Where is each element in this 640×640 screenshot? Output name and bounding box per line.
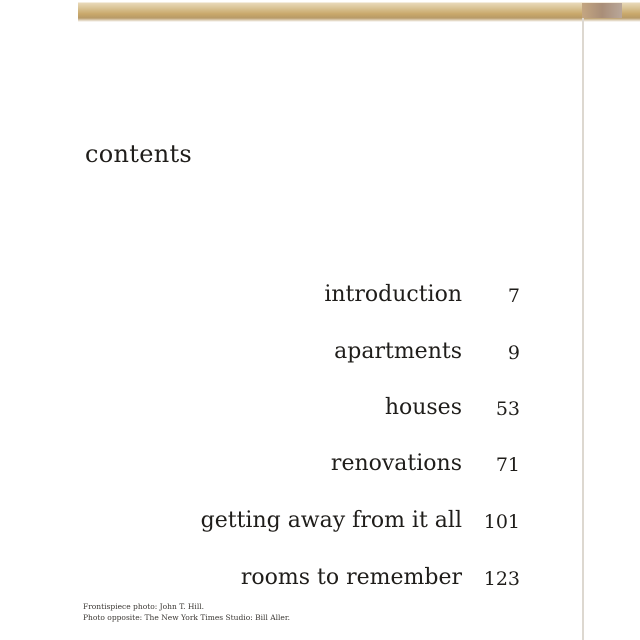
toc-entry-title: rooms to remember bbox=[240, 565, 462, 590]
credit-line: Frontispiece photo: John T. Hill. bbox=[83, 602, 204, 611]
toc-entry bbox=[100, 451, 520, 483]
page-top-edge bbox=[0, 0, 640, 22]
toc-entry-page: 71 bbox=[495, 454, 520, 476]
toc-entry bbox=[100, 565, 520, 597]
toc-entry-page: 123 bbox=[483, 568, 520, 590]
toc-entry-page: 7 bbox=[507, 285, 520, 307]
book-cover-corner bbox=[582, 3, 622, 18]
page-right-edge bbox=[582, 18, 584, 640]
toc-entry-title: apartments bbox=[334, 339, 462, 364]
toc-entry-title: introduction bbox=[324, 282, 462, 307]
contents-heading: contents bbox=[85, 140, 193, 168]
credit-line: Photo opposite: The New York Times Studio: Bill Aller. bbox=[83, 613, 291, 622]
toc-entry bbox=[100, 508, 520, 540]
toc-entry-title: houses bbox=[384, 395, 462, 420]
toc-entry-page: 53 bbox=[495, 398, 520, 420]
toc-entry-title: renovations bbox=[330, 451, 462, 476]
toc-entry bbox=[100, 395, 520, 427]
toc-entry-title: getting away from it all bbox=[200, 508, 462, 533]
toc-entry bbox=[100, 282, 520, 314]
toc-entry-page: 9 bbox=[507, 342, 520, 364]
toc-entry-page: 101 bbox=[483, 511, 520, 533]
photo-credits bbox=[83, 601, 290, 623]
toc-entry bbox=[100, 339, 520, 371]
